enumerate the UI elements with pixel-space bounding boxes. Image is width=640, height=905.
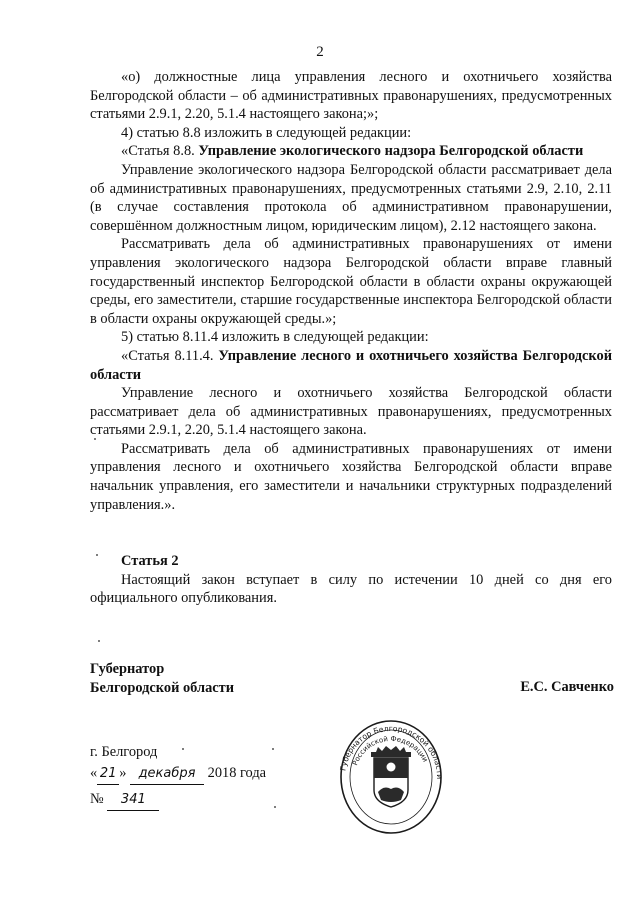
scan-speck: [272, 748, 274, 750]
article-title: Управление лесного и охотничьего хозяйства Белгородской области: [90, 347, 612, 383]
svg-text:Губернатор Белгородской област: Губернатор Белгородской области: [338, 723, 444, 780]
scan-speck: [94, 438, 96, 440]
signatory-position: [90, 660, 234, 698]
date-line: [90, 763, 266, 785]
article-heading: [90, 347, 612, 384]
page-number: 2: [316, 44, 324, 60]
date-month: декабря: [130, 763, 204, 785]
paragraph: «о) должностные лица управления лесного и охотничьего хозяйства Белгородской области – об административных правонарушениях, предусмотренных статьями 2.9.1, 2.20, 5.1.4 настоящего закона;»;: [90, 69, 612, 123]
paragraph: Рассматривать дела об административных правонарушениях от имени управления экологического надзора Белгородской области вправе главный государственный инспектор Белгородской области в области охраны окружающей среды, его заместители, старшие государственные инспектора Белгородской области в области охраны окружающей среды.»;: [90, 236, 612, 327]
number-label: №: [90, 791, 104, 807]
date-year: 2018 года: [207, 765, 267, 781]
paragraph: Управление экологического надзора Белгородской области рассматривает дела об административных правонарушениях, предусмотренных статьями 2.9, 2.10, 2.11 (в случае составления протокола об административном правонарушении, совершённом должностным лицом, юридическим лицом), 2.12 настоящего закона.: [90, 161, 612, 234]
date-day: 21: [97, 763, 119, 785]
city: г. Белгород: [90, 744, 158, 760]
law-body: [90, 68, 612, 514]
paragraph: Управление лесного и охотничьего хозяйства Белгородской области рассматривает дела об административных правонарушениях, предусмотренных статьями 2.9.1, 2.20, 5.1.4 настоящего закона.: [90, 385, 612, 439]
scan-speck: [274, 806, 276, 808]
date-close-quote: »: [119, 765, 127, 781]
article-prefix: «Статья 8.8.: [121, 143, 199, 160]
article-prefix: «Статья 8.11.4.: [121, 347, 219, 364]
article-2: [90, 552, 612, 608]
article-2-heading: Статья 2: [121, 553, 179, 569]
place-and-date: [90, 742, 266, 811]
official-seal-icon: [338, 714, 444, 838]
scan-speck: [182, 748, 184, 750]
number-line: [90, 789, 266, 811]
coat-of-arms-icon: [371, 746, 411, 807]
signatory-name: Е.С. Савченко: [520, 679, 614, 695]
signatory-position-line: Белгородской области: [90, 680, 235, 696]
date-open-quote: «: [90, 765, 98, 781]
scan-speck: [96, 554, 98, 556]
svg-text:Российской Федерации: Российской Федерации: [351, 734, 430, 767]
document-number: 341: [107, 789, 159, 811]
article-heading: [90, 142, 612, 161]
paragraph: 5) статью 8.11.4 изложить в следующей редакции:: [121, 329, 429, 346]
signatory-position-line: Губернатор: [90, 661, 165, 677]
scan-speck: [98, 640, 100, 642]
paragraph: 4) статью 8.8 изложить в следующей редакции:: [121, 124, 412, 141]
paragraph: Рассматривать дела об административных правонарушениях от имени управления лесного и охотничьего хозяйства Белгородской области вправе начальник управления, его заместители и начальники структурных подразделений управления.».: [90, 440, 612, 513]
article-2-text: Настоящий закон вступает в силу по истечении 10 дней со дня его официального опубликования.: [90, 571, 612, 607]
article-title: Управление экологического надзора Белгородской области: [198, 143, 584, 160]
